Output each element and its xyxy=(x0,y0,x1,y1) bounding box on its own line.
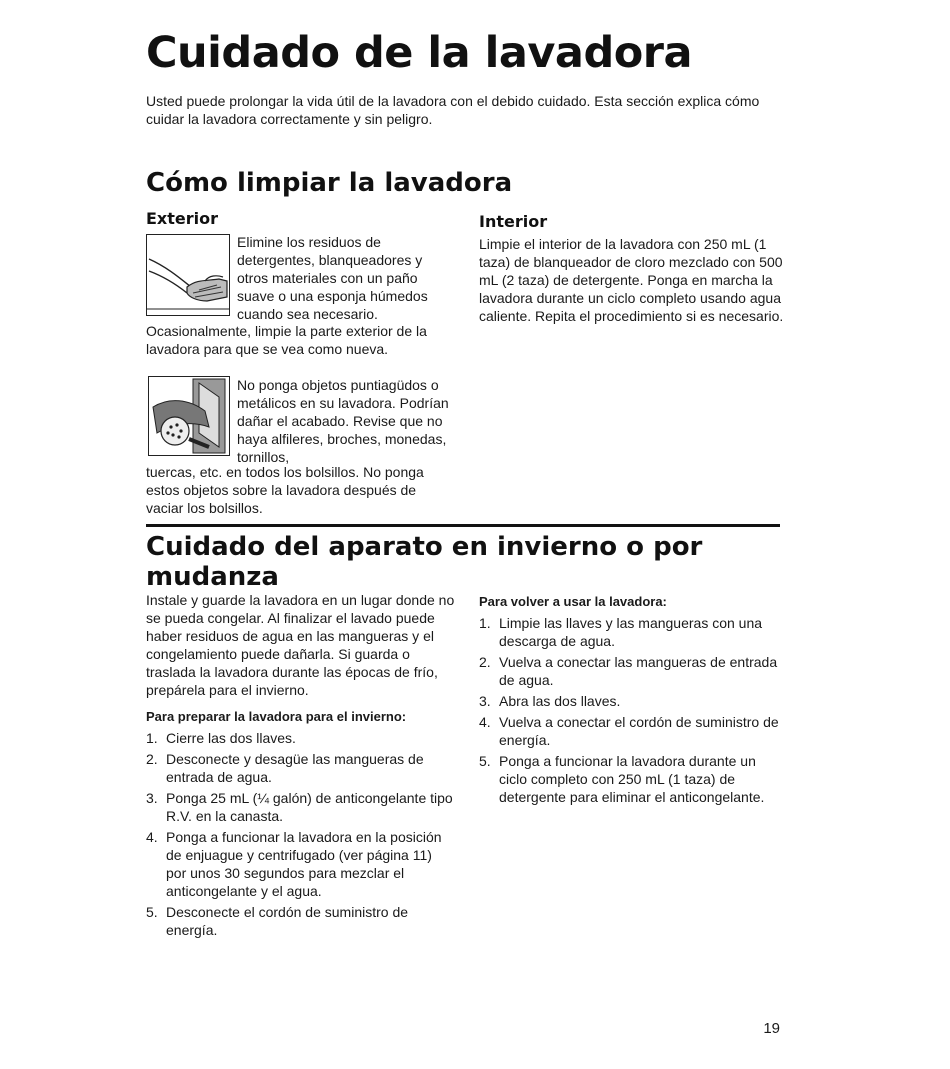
interior-text: Limpie el interior de la lavadora con 250 mL (1 taza) de blanqueador de cloro mezclado con 500 mL (2 taza) de detergente. Ponga en marcha la lavadora durante un ciclo completo usando agua caliente. Repita el procedimiento si es necesario. xyxy=(479,236,784,324)
exterior-text-1: Elimine los residuos de detergentes, blanqueadores y otros materiales con un paño suave o una esponja húmedos cuando sea necesario. xyxy=(237,234,428,322)
intro-text: Usted puede prolongar la vida útil de la lavadora con el debido cuidado. Esta sección explica cómo cuidar la lavadora correctamente y sin peligro. xyxy=(146,93,760,127)
list-item: 4. Vuelva a conectar el cordón de suministro de energía. xyxy=(479,714,779,748)
interior-heading: Interior xyxy=(479,212,548,231)
prepare-heading: Para preparar la lavadora para el invierno: xyxy=(146,709,407,724)
list-item: 5. Ponga a funcionar la lavadora durante un ciclo completo con 250 mL (1 taza) de detergente para eliminar el anticongelante. xyxy=(479,753,765,805)
winter-left-column xyxy=(146,591,456,942)
reuse-heading: Para volver a usar la lavadora: xyxy=(479,594,667,609)
list-item: 1. Limpie las llaves y las mangueras con una descarga de agua. xyxy=(479,615,763,649)
list-item: 4. Ponga a funcionar la lavadora en la posición de enjuague y centrifugado (ver página 11) por unos 30 segundos para mezclar el anticongelante y el agua. xyxy=(146,829,442,899)
list-item: 1. Cierre las dos llaves. xyxy=(146,730,296,746)
list-item: 5. Desconecte el cordón de suministro de energía. xyxy=(146,904,409,938)
list-item: 2. Desconecte y desagüe las mangueras de entrada de agua. xyxy=(146,751,424,785)
page-number: 19 xyxy=(763,1020,780,1037)
hand-wiping-cloth-icon xyxy=(146,234,230,316)
list-item: 3. Abra las dos llaves. xyxy=(479,693,621,709)
list-item: 3. Ponga 25 mL (¼ galón) de anticongelante tipo R.V. en la canasta. xyxy=(146,790,453,824)
exterior-text-2: Ocasionalmente, limpie la parte exterior de la lavadora para que se vea como nueva. xyxy=(146,323,427,357)
winter-heading: Cuidado del aparato en invierno o por mudanza xyxy=(146,532,703,592)
exterior-text-3: No ponga objetos puntiagüdos o metálicos en su lavadora. Podrían dañar el acabado. Revise que no haya alfileres, broches, monedas, tornillos, xyxy=(237,377,449,465)
cleaning-heading: Cómo limpiar la lavadora xyxy=(146,168,513,198)
reuse-steps xyxy=(479,614,784,806)
winter-right-column xyxy=(479,594,784,809)
prepare-steps xyxy=(146,729,456,939)
list-item: 2. Vuelva a conectar las mangueras de entrada de agua. xyxy=(479,654,778,688)
pocket-check-icon xyxy=(148,376,230,456)
page-title: Cuidado de la lavadora xyxy=(146,28,692,78)
winter-intro: Instale y guarde la lavadora en un lugar donde no se pueda congelar. Al finalizar el lavado puede haber residuos de agua en las mangueras y el congelamiento puede dañarla. Si guarda o traslada la lavadora durante las épocas de frío, prepárela para el invierno. xyxy=(146,592,455,698)
exterior-heading: Exterior xyxy=(146,209,219,228)
exterior-text-4: tuercas, etc. en todos los bolsillos. No ponga estos objetos sobre la lavadora después de vaciar los bolsillos. xyxy=(146,464,424,516)
section-divider xyxy=(146,524,780,527)
